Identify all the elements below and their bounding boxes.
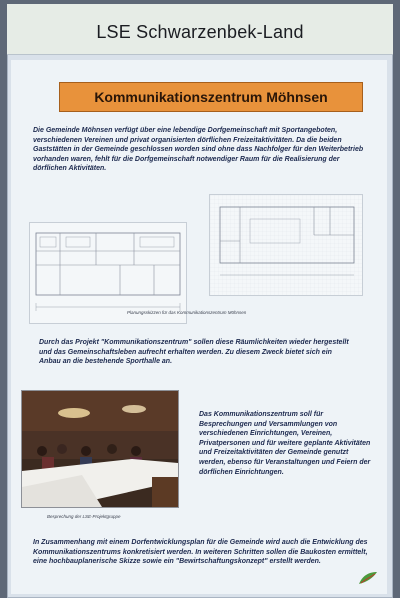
intro-paragraph: Die Gemeinde Möhnsen verfügt über eine lebendige Dorfgemeinschaft mit Sportangeboten, verschiedenen Vereinen und privat organisierten dörflichen Freizeitaktivitäten. Da die beiden Gaststätten in der Gemeinde geschlossen worden sind ohne dass Nachfolger für den Weiterbetrieb vorhanden waren, fehlt für die Dorfgemeinschaft notwendiger Raum für die Realisierung der dörflichen Aktivitäten. [33, 127, 364, 173]
banner-title: Kommunikationszentrum Möhnsen [94, 89, 328, 105]
floor-plan-right-drawing [210, 195, 362, 295]
floor-plan-sketch-left [29, 222, 187, 324]
meeting-photo-image [22, 391, 178, 507]
purpose-paragraph: Das Kommunikationszentrum soll für Besprechungen und Versammlungen von verschiedenen Einrichtungen, Vereinen, Privatpersonen und für weitere geplante Aktivitäten und Freizeitaktivitäten der Gemeinde genutzt werden, ebenso für Veranstaltungen und Feiern der dörflichen Einrichtungen. [199, 411, 371, 476]
content-panel [11, 60, 387, 594]
poster-header [7, 4, 393, 55]
poster-board [7, 4, 393, 598]
outlook-paragraph: In Zusammenhang mit einem Dorfentwicklungsplan für die Gemeinde wird auch die Entwicklung des Kommunikationszentrums konkretisiert werden. In weiteren Schritten sollen die Baukosten ermittelt, eine hochbauplanerische Skizze sowie ein "Bewirtschaftungskonzept" erstellt werden. [33, 539, 368, 566]
floor-plan-left-drawing [30, 223, 186, 323]
poster-title: LSE Schwarzenbek-Land [96, 22, 304, 42]
plans-caption: Planungsskizzen für das Kommunikationszentrum Möhnsen [127, 310, 247, 315]
section-banner [59, 82, 363, 112]
leaf-logo-icon [357, 570, 379, 586]
floor-plan-sketch-right [209, 194, 363, 296]
photo-caption: Besprechung der LSE-Projektgruppe [47, 514, 121, 519]
meeting-photo [21, 390, 179, 508]
project-paragraph: Durch das Projekt "Kommunikationszentrum" sollen diese Räumlichkeiten wieder hergestellt und das Gemeinschaftsleben aufrecht erhalten werden. Zu diesem Zweck bietet sich ein Anbau an die bestehende Sporthalle an. [39, 339, 349, 366]
